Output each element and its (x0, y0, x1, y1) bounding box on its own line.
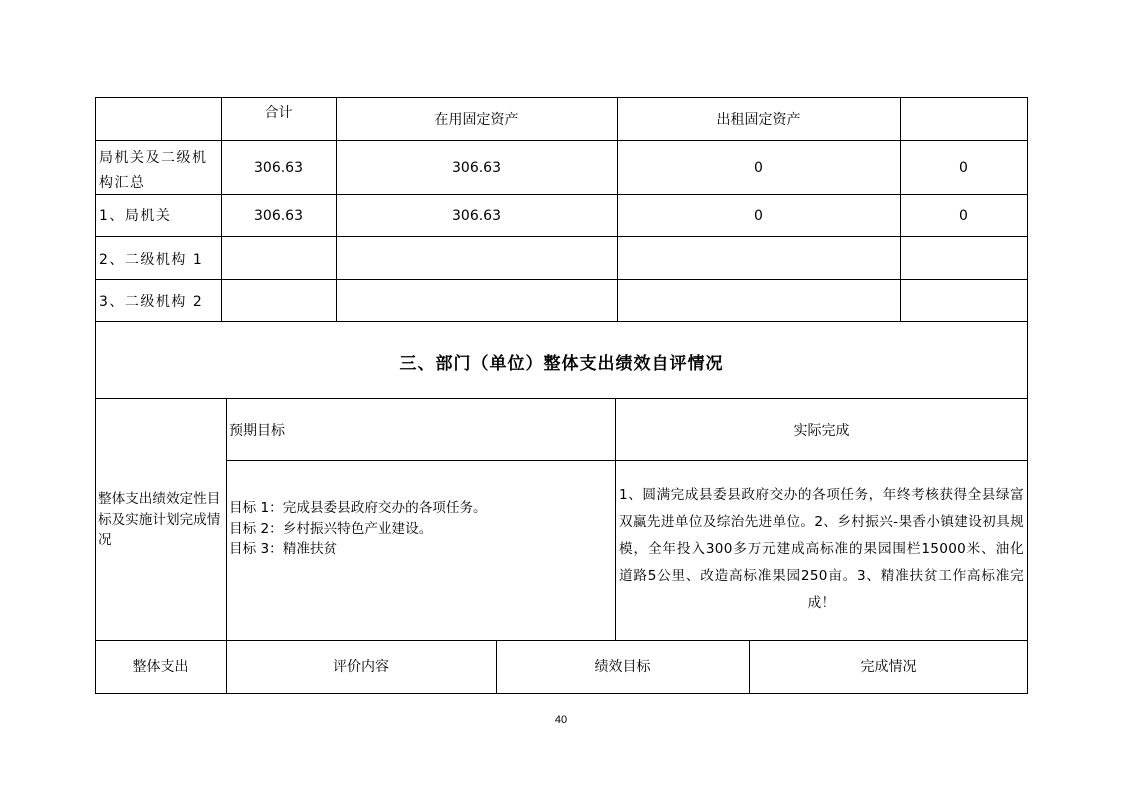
row-divider (95, 194, 1028, 195)
expected-goals-header: 预期目标 (229, 423, 285, 439)
header-in-use: 在用固定资产 (434, 112, 519, 128)
perf-target-header: 绩效目标 (594, 659, 651, 675)
row-name: 2、二级机构 1 (99, 252, 204, 268)
goal-item: 目标 1：完成县委县政府交办的各项任务。 (229, 500, 487, 516)
row-name: 局机关及二级机构汇总 (99, 150, 208, 191)
row-divider (95, 236, 1028, 237)
row-total: 306.63 (254, 160, 303, 176)
qualitative-goals-label: 整体支出绩效定性目标及实施计划完成情况 (98, 491, 221, 548)
row-divider (95, 279, 1028, 280)
row-extra: 0 (959, 208, 968, 224)
row-in-use: 306.63 (452, 160, 501, 176)
goal-item: 目标 3：精准扶贫 (229, 541, 338, 557)
row-in-use: 306.63 (452, 208, 501, 224)
overall-expenditure-label: 整体支出 (132, 659, 189, 675)
row-divider (95, 640, 1028, 641)
actual-completion-text: 1、圆满完成县委县政府交办的各项任务，年终考核获得全县绿富双赢先进单位及综治先进单位。2、乡村振兴-果香小镇建设初具规模，全年投入300多万元建成高标准的果园围栏15000米、油化道路5公里、改造高标准果园250亩。3、精准扶贫工作高标准完成！ (619, 487, 1024, 611)
goal-item: 目标 2：乡村振兴特色产业建设。 (229, 520, 433, 537)
row-rented: 0 (754, 160, 763, 176)
header-total: 合计 (264, 105, 293, 121)
header-rented: 出租固定资产 (716, 112, 801, 128)
row-name: 3、二级机构 2 (99, 294, 204, 310)
row-divider (226, 460, 1028, 461)
completion-header: 完成情况 (860, 659, 917, 675)
row-name: 1、局机关 (99, 208, 172, 224)
row-divider (95, 140, 1028, 141)
col-divider (226, 398, 227, 694)
row-total: 306.63 (254, 208, 303, 224)
expected-goals-list (229, 498, 487, 560)
eval-content-header: 评价内容 (333, 659, 389, 675)
actual-completion-header: 实际完成 (793, 423, 850, 439)
section-title: 三、部门（单位）整体支出绩效自评情况 (399, 354, 724, 374)
row-rented: 0 (754, 208, 763, 224)
page-number: 40 (554, 714, 568, 726)
row-extra: 0 (959, 160, 968, 176)
row-divider (95, 398, 1028, 399)
